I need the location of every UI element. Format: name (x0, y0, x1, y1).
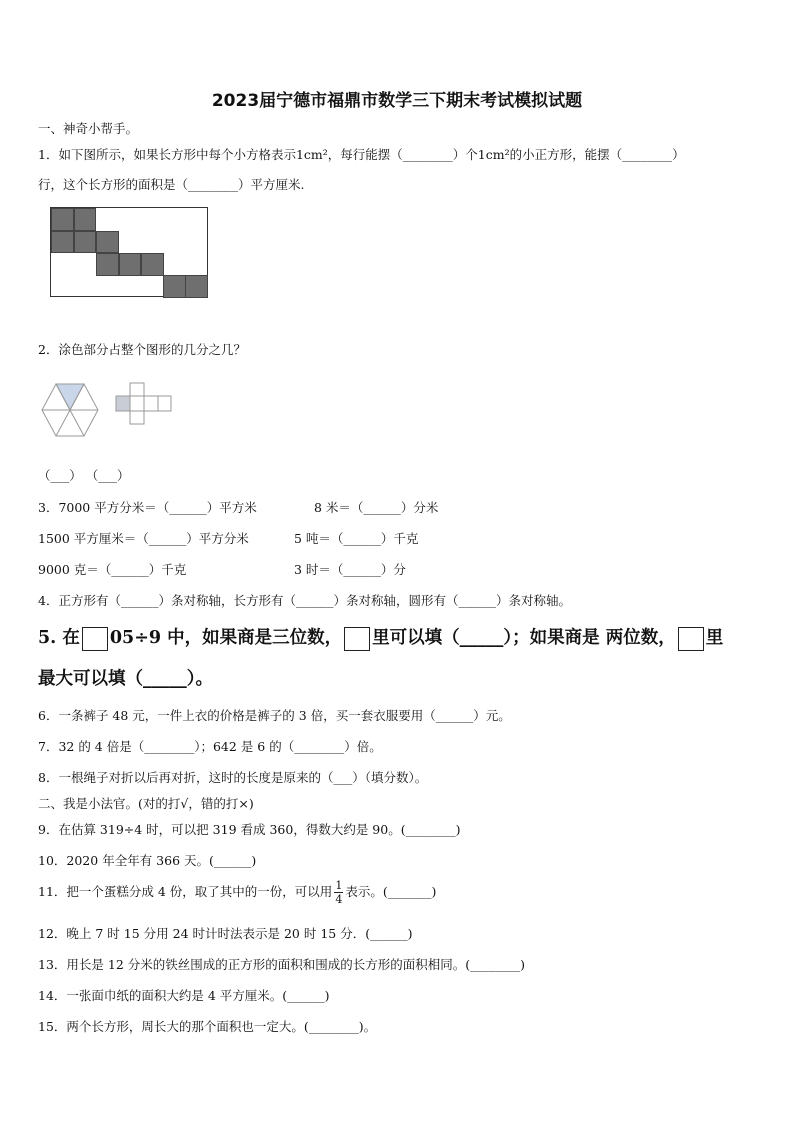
question-8: 8．一根绳子对折以后再对折，这时的长度是原来的（___）（填分数）。 (38, 770, 428, 785)
question-3-item: 9000 克＝（______）千克 (38, 562, 187, 577)
question-12: 12．晚上 7 时 15 分用 24 时计时法表示是 20 时 15 分．(______) (38, 926, 413, 941)
question-13: 13．用长是 12 分米的铁丝围成的正方形的面积和围成的长方形的面积相同。(________) (38, 957, 526, 972)
shaded-cell (74, 231, 97, 254)
shaded-cell (51, 208, 74, 231)
question-5-part: 里 (705, 628, 724, 648)
section-2-heading: 二、我是小法官。(对的打√，错的打×) (38, 796, 254, 811)
question-1-line-2: 行，这个长方形的面积是（________）平方厘米. (38, 177, 305, 192)
question-5-line-1 (38, 626, 723, 651)
question-1-line-1: 1．如下图所示，如果长方形中每个小方格表示1cm²，每行能摆（________）个1cm²的小正方形，能摆（________） (38, 147, 685, 162)
fraction-numerator: 1 (335, 879, 343, 892)
shaded-cell (119, 253, 142, 276)
question-6: 6．一条裤子 48 元，一件上衣的价格是裤子的 3 倍，买一套衣服要用（______）元。 (38, 708, 511, 723)
question-5-part: 5. 在 (38, 628, 80, 648)
shaded-cell (74, 208, 97, 231)
question-3-item: 5 吨＝（______）千克 (294, 531, 419, 546)
shaded-cell (185, 275, 208, 298)
cube-net-figure (112, 382, 174, 426)
rectangle-grid-figure (50, 207, 208, 297)
shaded-cell (163, 275, 186, 298)
question-3-item: 8 米＝（______）分米 (314, 500, 439, 515)
question-15: 15．两个长方形，周长大的那个面积也一定大。(________)。 (38, 1019, 377, 1034)
shaded-cell (96, 231, 119, 254)
question-11-part: 11．把一个蛋糕分成 4 份，取了其中的一份，可以用 (38, 884, 333, 899)
question-10: 10．2020 年全年有 366 天。(______) (38, 853, 257, 868)
hexagon-figure (38, 382, 102, 440)
question-4: 4．正方形有（______）条对称轴，长方形有（______）条对称轴，圆形有（______）条对称轴。 (38, 593, 571, 608)
fraction-denominator: 4 (335, 893, 343, 906)
question-11 (38, 880, 436, 905)
question-5-part: 05÷9 中，如果商是三位数， (109, 628, 343, 648)
question-5-line-2: 最大可以填（_____）。 (38, 669, 213, 689)
shaded-cell (141, 253, 164, 276)
question-14: 14．一张面巾纸的面积大约是 4 平方厘米。(______) (38, 988, 330, 1003)
question-3-item: 3 时＝（______）分 (294, 562, 406, 577)
blank-box (344, 627, 370, 651)
shaded-cell (51, 231, 74, 254)
section-1-heading: 一、神奇小帮手。 (38, 121, 139, 136)
question-2-answers: （___） （___） (38, 468, 130, 483)
question-9: 9．在估算 319÷4 时，可以把 319 看成 360，得数大约是 90。(________) (38, 822, 461, 837)
blank-box (82, 627, 108, 651)
page-title: 2023届宁德市福鼎市数学三下期末考试模拟试题 (211, 91, 583, 111)
question-7: 7．32 的 4 倍是（________）；642 是 6 的（________）倍。 (38, 739, 382, 754)
question-5-part: 里可以填（_____）；如果商是 两位数， (372, 628, 676, 648)
blank-box (678, 627, 704, 651)
question-2-text: 2．涂色部分占整个图形的几分之几？ (38, 342, 246, 357)
question-11-part: 表示。(_______) (345, 884, 437, 899)
question-3-item: 3．7000 平方分米＝（______）平方米 (38, 500, 257, 515)
shaded-cell (96, 253, 119, 276)
fraction-one-quarter (334, 880, 343, 905)
question-3-item: 1500 平方厘米＝（______）平方分米 (38, 531, 249, 546)
